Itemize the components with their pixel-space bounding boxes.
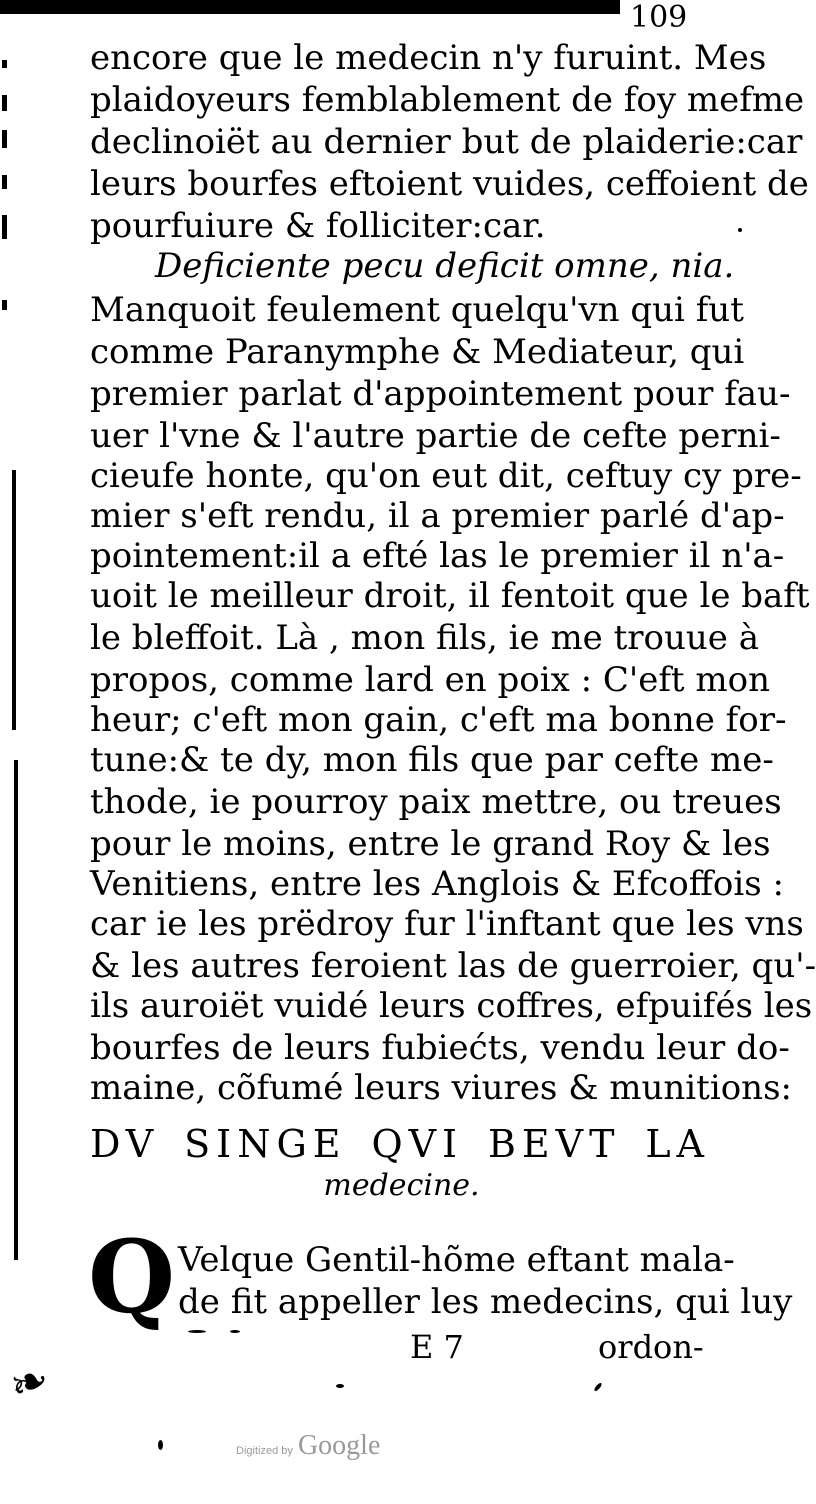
digitized-watermark bbox=[236, 1430, 380, 1462]
page-top-edge bbox=[0, 0, 620, 14]
text-line: leurs bourfes eftoient vuides, ceffoient de bbox=[90, 164, 809, 204]
text-line: thode, ie pourroy paix mettre, ou treues bbox=[90, 782, 782, 822]
text-line: & les autres feroient las de guerroier, qu'- bbox=[90, 946, 816, 986]
text-line: de fit appeller les medecins, qui luy bbox=[178, 1282, 793, 1322]
margin-mark bbox=[2, 60, 7, 68]
watermark-prefix: Digitized by bbox=[236, 1445, 293, 1457]
text-line: pour le moins, entre le grand Roy & les bbox=[90, 824, 771, 864]
ink-speck bbox=[230, 1330, 240, 1333]
ink-speck bbox=[593, 1382, 602, 1392]
text-line: propos, comme lard en poix : C'eft mon bbox=[90, 660, 770, 700]
ink-speck bbox=[158, 1440, 163, 1450]
section-heading-sub: medecine. bbox=[323, 1168, 480, 1203]
text-line: encore que le medecin n'y furuint. Mes bbox=[90, 38, 767, 78]
section-heading: DV SINGE QVI BEVT LA bbox=[90, 1122, 710, 1166]
text-line: plaidoyeurs femblablement de foy mefme bbox=[90, 80, 805, 120]
text-line: maine, cõfumé leurs viures & munitions: bbox=[90, 1068, 792, 1108]
text-line: declinoiët au dernier but de plaiderie:car bbox=[90, 122, 803, 162]
watermark-brand: Google bbox=[297, 1430, 381, 1461]
text-line: bourfes de leurs fubiećts, vendu leur do- bbox=[90, 1028, 790, 1068]
margin-mark bbox=[2, 95, 7, 111]
ink-speck bbox=[188, 1330, 206, 1333]
latin-quote: Deficiente pecu deficit omne, nia. bbox=[155, 246, 735, 286]
ink-speck bbox=[738, 228, 742, 232]
margin-mark bbox=[2, 175, 7, 189]
text-line: Venitiens, entre les Anglois & Efcoffois : bbox=[90, 864, 784, 904]
catchword: ordon- bbox=[598, 1328, 704, 1366]
text-line: Manquoit feulement quelqu'vn qui fut bbox=[90, 290, 744, 330]
text-line: ils auroiët vuidé leurs coffres, efpuifés les bbox=[90, 986, 813, 1026]
margin-mark bbox=[12, 470, 16, 730]
ink-speck bbox=[336, 1384, 344, 1388]
page-number: 109 bbox=[630, 0, 688, 35]
text-line: pourfuiure & folliciter:car. bbox=[90, 206, 546, 246]
signature-mark: E 7 bbox=[410, 1328, 464, 1366]
text-line: le bleffoit. Là , mon fils, ie me trouue à bbox=[90, 618, 759, 658]
text-line: uer l'vne & l'autre partie de cefte perni- bbox=[90, 416, 781, 456]
text-line: pointement:il a efté las le premier il n'a- bbox=[90, 536, 785, 576]
text-line: Velque Gentil-hõme eftant mala- bbox=[178, 1240, 735, 1280]
ink-flourish-icon: ❧ bbox=[1, 1350, 57, 1414]
text-line: premier parlat d'appointement pour fau- bbox=[90, 374, 791, 414]
margin-mark bbox=[2, 300, 7, 310]
text-line: heur; c'eft mon gain, c'eft ma bonne for- bbox=[90, 700, 787, 740]
text-line: mier s'eft rendu, il a premier parlé d'ap- bbox=[90, 496, 785, 536]
text-line: tune:& te dy, mon fils que par cefte me- bbox=[90, 740, 774, 780]
text-line: car ie les prëdroy fur l'inftant que les vns bbox=[90, 904, 804, 944]
text-line: cieufe honte, qu'on eut dit, ceftuy cy pre- bbox=[90, 456, 802, 496]
text-line: comme Paranymphe & Mediateur, qui bbox=[90, 332, 745, 372]
margin-mark bbox=[2, 130, 7, 148]
text-line: uoit le meilleur droit, il fentoit que le baft bbox=[90, 576, 810, 616]
margin-mark bbox=[2, 215, 7, 239]
drop-capital: Q bbox=[88, 1218, 176, 1336]
